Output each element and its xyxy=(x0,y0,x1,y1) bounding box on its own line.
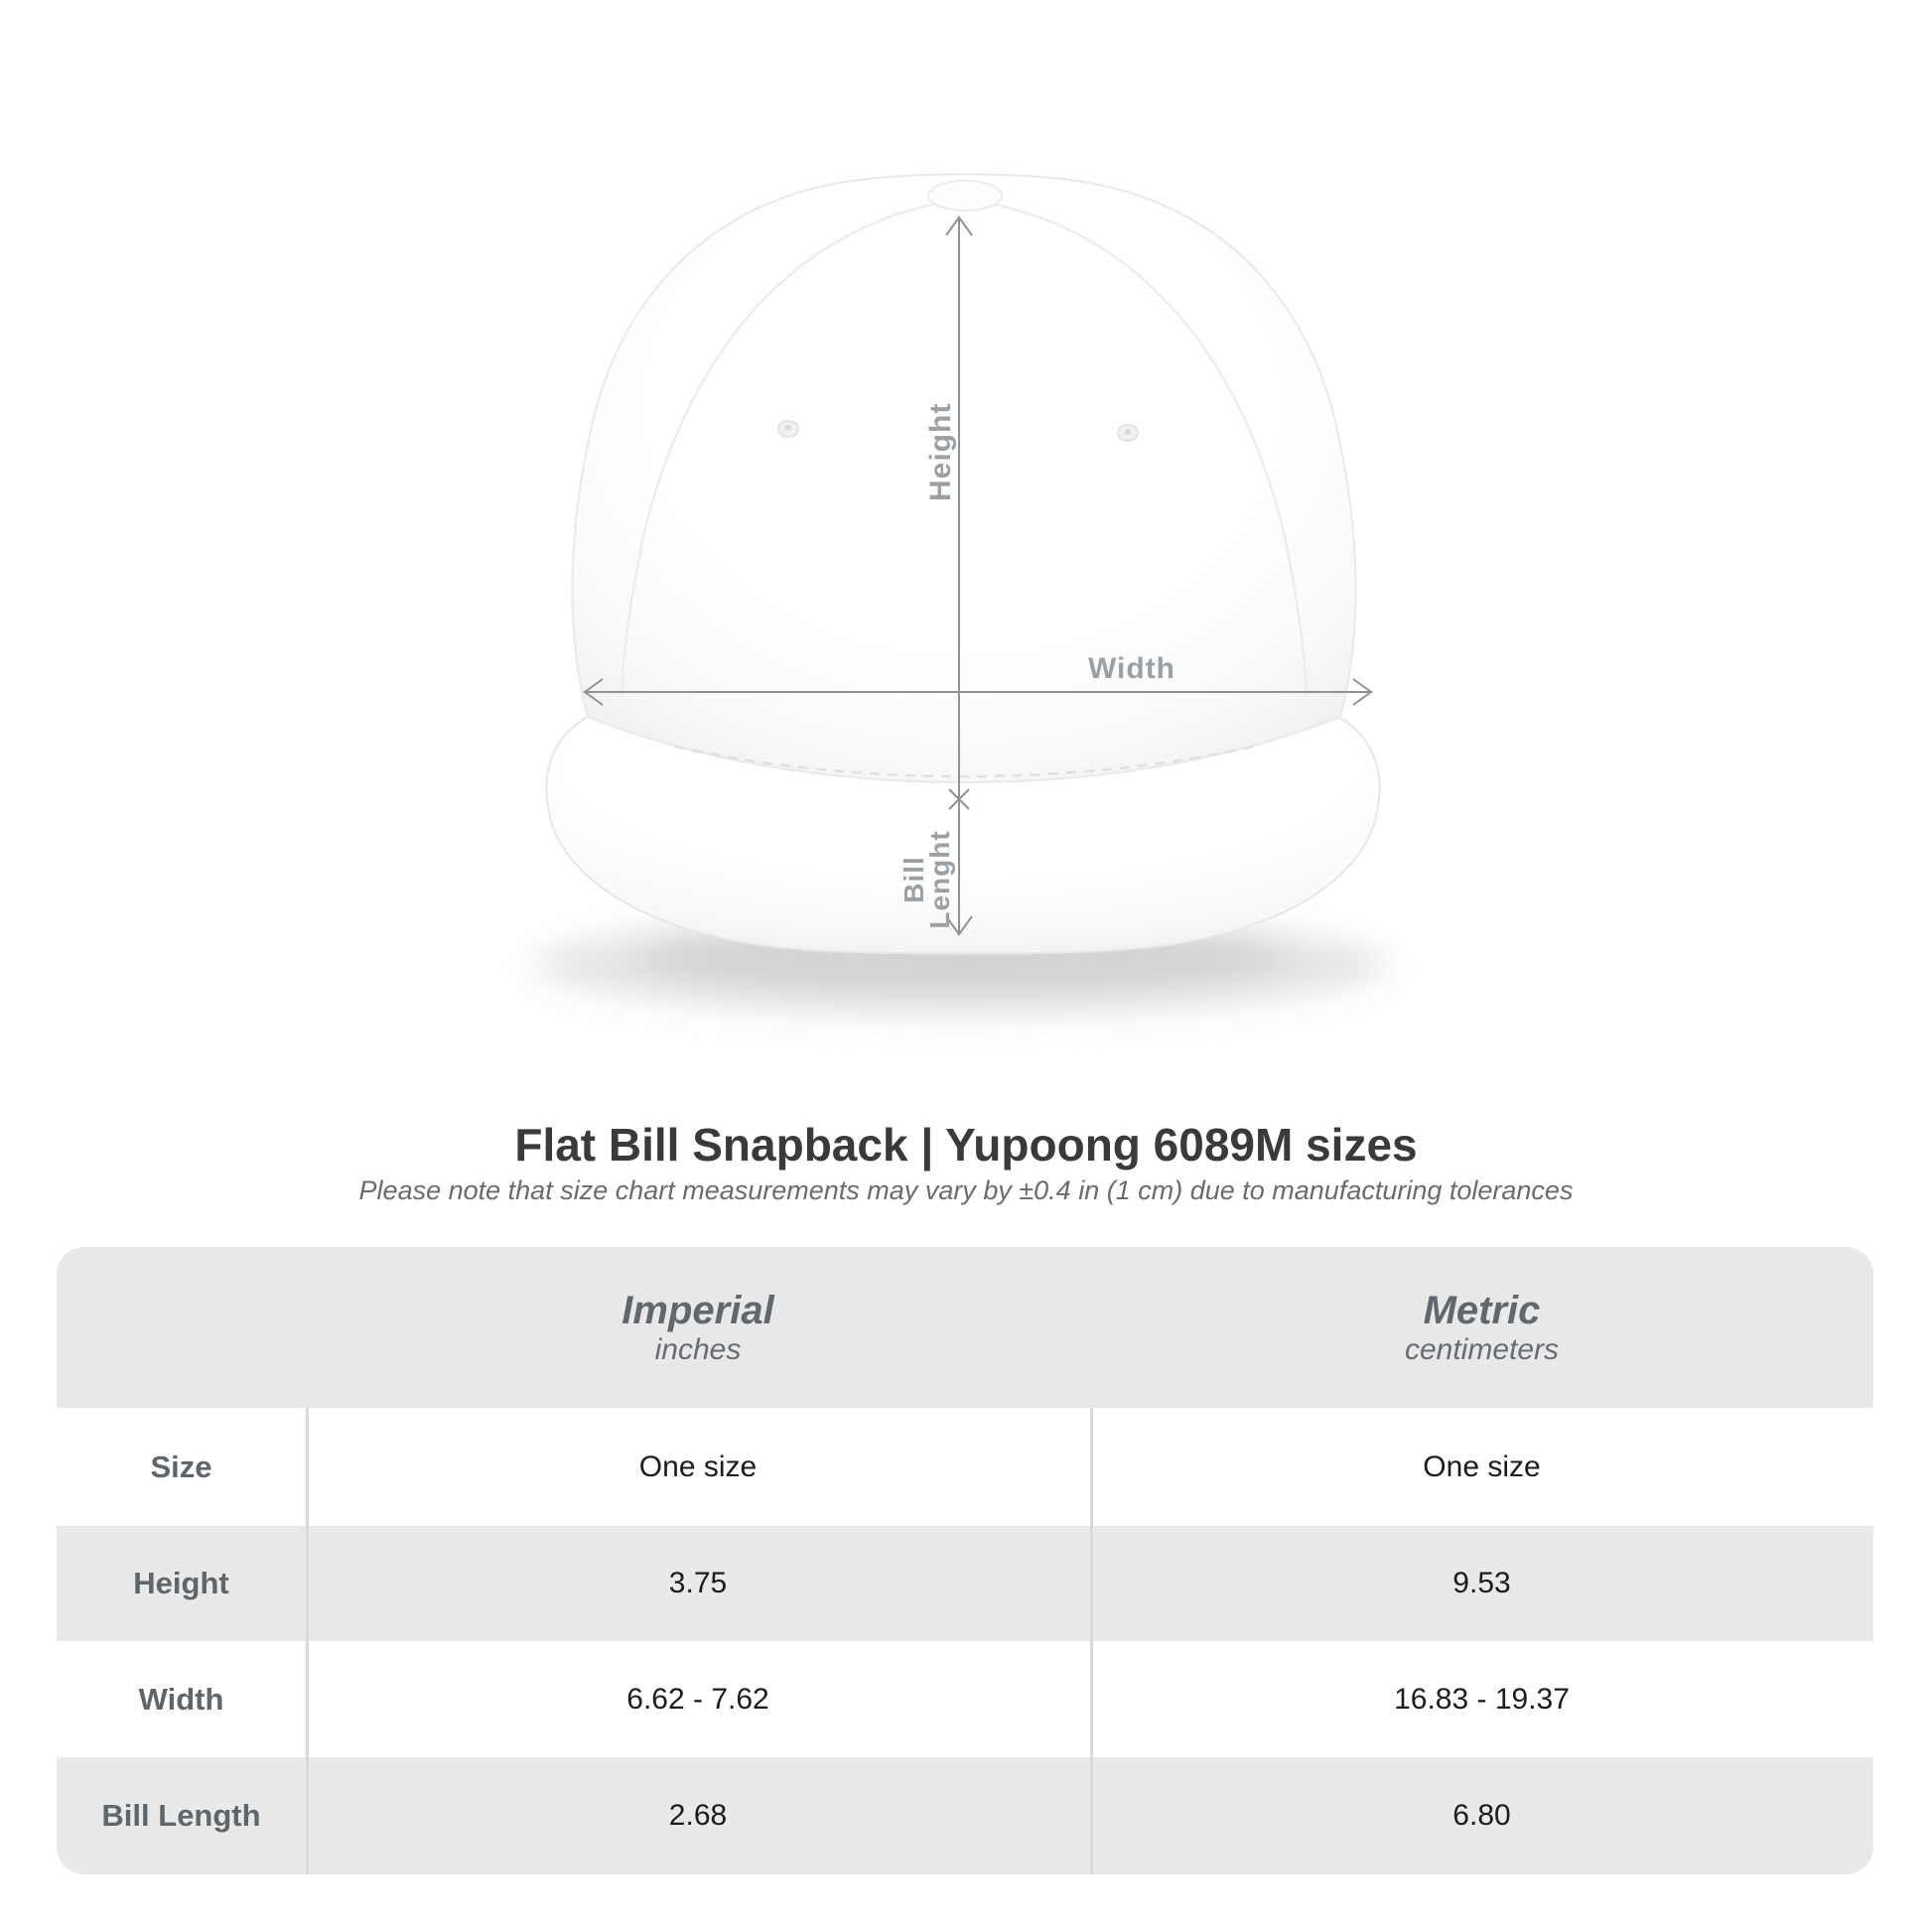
table-row-label: Bill Length xyxy=(101,1798,261,1833)
size-table xyxy=(57,1247,1873,1874)
table-row xyxy=(57,1757,1873,1874)
hat-eyelet-left xyxy=(778,421,798,437)
table-cell-imperial: 2.68 xyxy=(668,1799,728,1832)
table-row-label: Width xyxy=(138,1681,224,1717)
header-cell-empty xyxy=(57,1247,306,1408)
height-measure-label: Height xyxy=(924,402,957,501)
tolerance-note: Please note that size chart measurements may vary by ±0.4 in (1 cm) due to manufacturing tolerances xyxy=(358,1175,1574,1205)
table-row xyxy=(57,1526,1873,1641)
imperial-label: Imperial xyxy=(621,1289,774,1332)
width-measure-label: Width xyxy=(1087,652,1176,685)
table-cell-imperial: 3.75 xyxy=(668,1567,728,1599)
column-divider xyxy=(306,1408,309,1874)
table-cell-metric: One size xyxy=(1423,1449,1541,1483)
bill-length-measure-label xyxy=(898,819,955,940)
hat-button xyxy=(928,181,1002,210)
column-divider xyxy=(1090,1408,1093,1874)
metric-label: Metric xyxy=(1423,1289,1541,1332)
hat-eyelet-right xyxy=(1118,425,1138,441)
table-cell-metric: 16.83 - 19.37 xyxy=(1394,1682,1570,1716)
table-cell-metric: 9.53 xyxy=(1452,1567,1511,1599)
table-row xyxy=(57,1641,1873,1757)
header-cell-metric xyxy=(1090,1247,1873,1408)
table-row-label: Size xyxy=(150,1449,212,1484)
size-table-header xyxy=(57,1247,1873,1408)
imperial-unit: inches xyxy=(654,1333,742,1366)
table-row xyxy=(57,1408,1873,1526)
bill-length-label-line2: Lenght xyxy=(924,830,955,929)
table-row-label: Height xyxy=(133,1566,229,1600)
bill-length-label-line1: Bill xyxy=(898,856,929,903)
table-cell-imperial: One size xyxy=(638,1449,758,1483)
page-title: Flat Bill Snapback | Yupoong 6089M sizes xyxy=(514,1119,1418,1171)
metric-unit: centimeters xyxy=(1404,1333,1560,1366)
header-cell-imperial xyxy=(306,1247,1090,1408)
table-cell-imperial: 6.62 - 7.62 xyxy=(626,1682,769,1716)
table-cell-metric: 6.80 xyxy=(1452,1799,1511,1832)
